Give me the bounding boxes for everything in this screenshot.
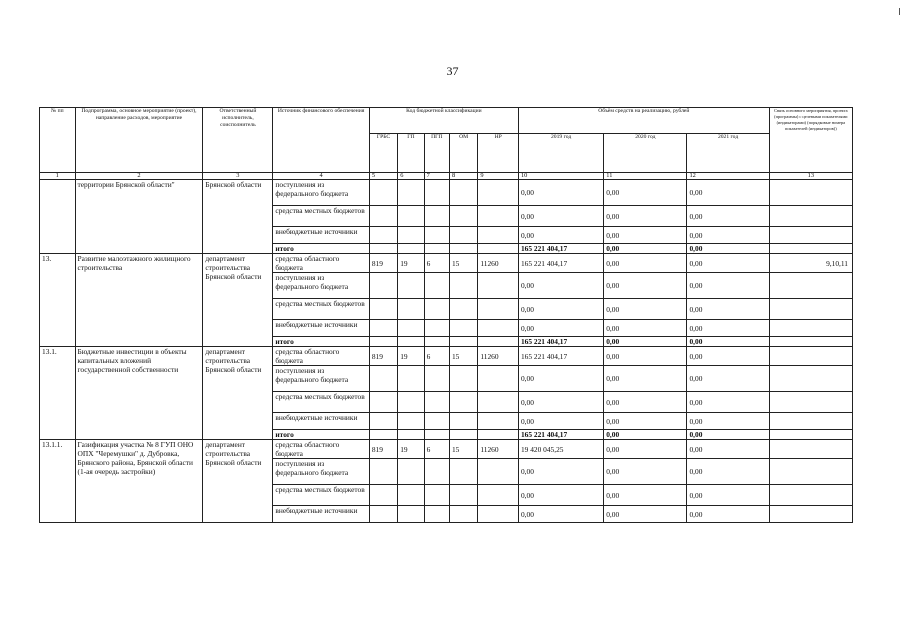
code-cell: 6 bbox=[424, 347, 449, 366]
table-row bbox=[40, 440, 853, 459]
amount-cell: 0,00 bbox=[518, 273, 603, 299]
code-cell: 11260 bbox=[478, 347, 519, 366]
header-year-2020: 2020 год bbox=[604, 134, 687, 173]
budget-table-wrapper bbox=[39, 107, 853, 523]
code-cell bbox=[478, 299, 519, 320]
code-cell bbox=[369, 459, 397, 485]
indicator-link-cell bbox=[769, 366, 852, 392]
amount-cell: 165 221 404,17 bbox=[518, 254, 603, 273]
code-cell bbox=[369, 337, 397, 347]
item-number: 13.1. bbox=[40, 347, 76, 440]
code-cell bbox=[398, 299, 424, 320]
budget-table bbox=[39, 107, 853, 523]
code-cell bbox=[424, 506, 449, 523]
source-total: итого bbox=[273, 244, 369, 254]
header-gp: ГП bbox=[398, 134, 424, 173]
amount-cell: 0,00 bbox=[604, 254, 687, 273]
amount-cell: 0,00 bbox=[687, 440, 769, 459]
header-program: Подпрограмма, основное мероприятие (проект), направление расходов, мероприятие bbox=[75, 108, 203, 173]
code-cell bbox=[449, 227, 477, 244]
indicator-link-cell bbox=[769, 506, 852, 523]
source-total: итого bbox=[273, 430, 369, 440]
indicator-link-cell bbox=[769, 459, 852, 485]
header-executor: Ответственный исполнитель, соисполнитель bbox=[203, 108, 273, 173]
code-cell bbox=[478, 320, 519, 337]
amount-cell: 0,00 bbox=[687, 320, 769, 337]
code-cell bbox=[478, 273, 519, 299]
indicator-link-cell bbox=[769, 206, 852, 227]
amount-cell: 0,00 bbox=[604, 392, 687, 413]
code-cell bbox=[398, 320, 424, 337]
amount-cell: 0,00 bbox=[518, 227, 603, 244]
indicator-link-cell bbox=[769, 273, 852, 299]
code-cell: 819 bbox=[369, 347, 397, 366]
source-local: средства местных бюджетов bbox=[273, 485, 369, 506]
code-cell bbox=[449, 244, 477, 254]
code-cell bbox=[478, 337, 519, 347]
code-cell bbox=[424, 320, 449, 337]
amount-cell: 0,00 bbox=[687, 180, 769, 206]
code-cell bbox=[398, 506, 424, 523]
amount-cell: 0,00 bbox=[687, 485, 769, 506]
amount-cell: 0,00 bbox=[518, 392, 603, 413]
source-federal: поступления из федерального бюджета bbox=[273, 273, 369, 299]
code-cell bbox=[449, 320, 477, 337]
code-cell bbox=[424, 299, 449, 320]
amount-cell: 165 221 404,17 bbox=[518, 430, 603, 440]
amount-cell: 0,00 bbox=[687, 459, 769, 485]
code-cell: 11260 bbox=[478, 440, 519, 459]
column-number: 4 bbox=[273, 173, 369, 180]
code-cell bbox=[449, 273, 477, 299]
amount-cell: 0,00 bbox=[687, 337, 769, 347]
amount-cell: 0,00 bbox=[518, 459, 603, 485]
item-name: Развитие малоэтажного жилищного строительства bbox=[75, 254, 203, 347]
code-cell bbox=[398, 206, 424, 227]
amount-cell: 0,00 bbox=[604, 413, 687, 430]
code-cell bbox=[369, 273, 397, 299]
code-cell bbox=[449, 366, 477, 392]
amount-cell: 0,00 bbox=[604, 485, 687, 506]
amount-cell: 0,00 bbox=[687, 392, 769, 413]
source-total: итого bbox=[273, 337, 369, 347]
amount-cell: 0,00 bbox=[687, 244, 769, 254]
column-number: 2 bbox=[75, 173, 203, 180]
code-cell: 15 bbox=[449, 347, 477, 366]
indicator-link-cell bbox=[769, 440, 852, 459]
code-cell bbox=[369, 320, 397, 337]
code-cell bbox=[424, 180, 449, 206]
code-cell: 6 bbox=[424, 254, 449, 273]
amount-cell: 0,00 bbox=[687, 506, 769, 523]
code-cell bbox=[449, 392, 477, 413]
item-number bbox=[40, 180, 76, 254]
code-cell bbox=[449, 459, 477, 485]
code-cell bbox=[478, 392, 519, 413]
code-cell bbox=[424, 430, 449, 440]
header-num: № пп bbox=[40, 108, 76, 173]
amount-cell: 0,00 bbox=[518, 506, 603, 523]
amount-cell: 0,00 bbox=[604, 337, 687, 347]
source-extra: внебюджетные источники bbox=[273, 227, 369, 244]
amount-cell: 0,00 bbox=[604, 227, 687, 244]
code-cell bbox=[424, 485, 449, 506]
code-cell bbox=[478, 366, 519, 392]
page-edge-mark bbox=[899, 8, 900, 15]
code-cell: 15 bbox=[449, 440, 477, 459]
code-cell bbox=[424, 244, 449, 254]
code-cell bbox=[369, 430, 397, 440]
code-cell bbox=[449, 506, 477, 523]
indicator-link-cell bbox=[769, 337, 852, 347]
item-executor: департамент строительства Брянской области bbox=[203, 254, 273, 347]
code-cell bbox=[478, 485, 519, 506]
column-number: 7 bbox=[424, 173, 449, 180]
amount-cell: 0,00 bbox=[687, 366, 769, 392]
amount-cell: 0,00 bbox=[604, 180, 687, 206]
column-number: 12 bbox=[687, 173, 769, 180]
code-cell bbox=[449, 180, 477, 206]
code-cell bbox=[398, 366, 424, 392]
amount-cell: 0,00 bbox=[604, 299, 687, 320]
column-number: 6 bbox=[398, 173, 424, 180]
code-cell bbox=[369, 180, 397, 206]
code-cell: 15 bbox=[449, 254, 477, 273]
code-cell bbox=[478, 413, 519, 430]
indicator-link-cell bbox=[769, 392, 852, 413]
indicator-link-cell bbox=[769, 413, 852, 430]
code-cell: 11260 bbox=[478, 254, 519, 273]
indicator-link-cell bbox=[769, 180, 852, 206]
indicator-link-cell bbox=[769, 430, 852, 440]
indicator-link-cell bbox=[769, 485, 852, 506]
amount-cell: 0,00 bbox=[687, 413, 769, 430]
code-cell bbox=[398, 337, 424, 347]
amount-cell: 0,00 bbox=[518, 320, 603, 337]
column-number: 13 bbox=[769, 173, 852, 180]
column-number: 10 bbox=[518, 173, 603, 180]
amount-cell: 0,00 bbox=[604, 347, 687, 366]
item-executor: департамент строительства Брянской области bbox=[203, 440, 273, 523]
amount-cell: 0,00 bbox=[604, 244, 687, 254]
code-cell bbox=[369, 413, 397, 430]
code-cell bbox=[369, 485, 397, 506]
header-year-2021: 2021 год bbox=[687, 134, 769, 173]
indicator-link-cell bbox=[769, 299, 852, 320]
code-cell bbox=[369, 299, 397, 320]
column-number: 11 bbox=[604, 173, 687, 180]
source-federal: поступления из федерального бюджета bbox=[273, 459, 369, 485]
header-year-2019: 2019 год bbox=[518, 134, 603, 173]
source-regional: средства областного бюджета bbox=[273, 347, 369, 366]
column-number: 5 bbox=[369, 173, 397, 180]
header-grbs: ГРБС bbox=[369, 134, 397, 173]
amount-cell: 0,00 bbox=[604, 366, 687, 392]
code-cell: 819 bbox=[369, 440, 397, 459]
amount-cell: 0,00 bbox=[518, 366, 603, 392]
source-local: средства местных бюджетов bbox=[273, 392, 369, 413]
code-cell bbox=[398, 180, 424, 206]
indicator-link-cell bbox=[769, 320, 852, 337]
table-row bbox=[40, 180, 853, 206]
source-extra: внебюджетные источники bbox=[273, 506, 369, 523]
source-extra: внебюджетные источники bbox=[273, 320, 369, 337]
source-federal: поступления из федерального бюджета bbox=[273, 180, 369, 206]
code-cell: 19 bbox=[398, 347, 424, 366]
code-cell bbox=[449, 413, 477, 430]
code-cell: 6 bbox=[424, 440, 449, 459]
code-cell bbox=[424, 366, 449, 392]
amount-cell: 165 221 404,17 bbox=[518, 337, 603, 347]
source-federal: поступления из федерального бюджета bbox=[273, 366, 369, 392]
code-cell bbox=[398, 392, 424, 413]
amount-cell: 0,00 bbox=[518, 413, 603, 430]
column-number-row bbox=[40, 173, 853, 180]
code-cell bbox=[449, 430, 477, 440]
column-number: 3 bbox=[203, 173, 273, 180]
indicator-link-cell bbox=[769, 227, 852, 244]
amount-cell: 0,00 bbox=[518, 299, 603, 320]
header-volume: Объём средств на реализацию, рублей bbox=[518, 108, 769, 134]
header-link: Связь основного мероприятия, проекта (программы) с целевыми показателями (индикаторами) (порядковые номера показателей (индикаторов)) bbox=[769, 108, 852, 173]
code-cell bbox=[369, 392, 397, 413]
code-cell bbox=[369, 366, 397, 392]
code-cell bbox=[398, 244, 424, 254]
amount-cell: 0,00 bbox=[518, 485, 603, 506]
header-nr: НР bbox=[478, 134, 519, 173]
amount-cell: 0,00 bbox=[687, 430, 769, 440]
source-regional: средства областного бюджета bbox=[273, 254, 369, 273]
code-cell: 19 bbox=[398, 440, 424, 459]
source-local: средства местных бюджетов bbox=[273, 206, 369, 227]
code-cell bbox=[398, 459, 424, 485]
amount-cell: 0,00 bbox=[604, 273, 687, 299]
item-number: 13.1.1. bbox=[40, 440, 76, 523]
header-pgp: ПГП bbox=[424, 134, 449, 173]
code-cell bbox=[449, 206, 477, 227]
code-cell bbox=[449, 299, 477, 320]
item-name: территории Брянской области" bbox=[75, 180, 203, 254]
amount-cell: 0,00 bbox=[604, 459, 687, 485]
code-cell bbox=[449, 485, 477, 506]
code-cell bbox=[424, 413, 449, 430]
header-row-top bbox=[40, 108, 853, 134]
code-cell bbox=[449, 337, 477, 347]
code-cell bbox=[424, 206, 449, 227]
item-number: 13. bbox=[40, 254, 76, 347]
column-number: 1 bbox=[40, 173, 76, 180]
code-cell bbox=[369, 244, 397, 254]
item-name: Бюджетные инвестиции в объекты капитальных вложений государственной собственности bbox=[75, 347, 203, 440]
code-cell bbox=[398, 273, 424, 299]
code-cell bbox=[369, 506, 397, 523]
page-number: 37 bbox=[446, 64, 459, 78]
code-cell bbox=[478, 227, 519, 244]
table-row bbox=[40, 254, 853, 273]
code-cell bbox=[478, 506, 519, 523]
amount-cell: 165 221 404,17 bbox=[518, 347, 603, 366]
amount-cell: 0,00 bbox=[518, 206, 603, 227]
code-cell bbox=[398, 413, 424, 430]
code-cell bbox=[398, 227, 424, 244]
table-body bbox=[40, 180, 853, 523]
amount-cell: 19 420 045,25 bbox=[518, 440, 603, 459]
column-number: 9 bbox=[478, 173, 519, 180]
code-cell: 819 bbox=[369, 254, 397, 273]
amount-cell: 0,00 bbox=[687, 227, 769, 244]
table-row bbox=[40, 347, 853, 366]
source-local: средства местных бюджетов bbox=[273, 299, 369, 320]
amount-cell: 0,00 bbox=[518, 180, 603, 206]
code-cell bbox=[369, 227, 397, 244]
item-executor: Брянской области bbox=[203, 180, 273, 254]
code-cell bbox=[424, 273, 449, 299]
amount-cell: 0,00 bbox=[687, 299, 769, 320]
amount-cell: 0,00 bbox=[604, 206, 687, 227]
amount-cell: 0,00 bbox=[604, 430, 687, 440]
code-cell bbox=[478, 459, 519, 485]
indicator-link-cell: 9,10,11 bbox=[769, 254, 852, 273]
code-cell bbox=[424, 459, 449, 485]
code-cell bbox=[398, 485, 424, 506]
amount-cell: 165 221 404,17 bbox=[518, 244, 603, 254]
amount-cell: 0,00 bbox=[687, 273, 769, 299]
code-cell: 19 bbox=[398, 254, 424, 273]
code-cell bbox=[478, 206, 519, 227]
code-cell bbox=[369, 206, 397, 227]
amount-cell: 0,00 bbox=[687, 347, 769, 366]
indicator-link-cell bbox=[769, 244, 852, 254]
code-cell bbox=[424, 337, 449, 347]
amount-cell: 0,00 bbox=[604, 506, 687, 523]
amount-cell: 0,00 bbox=[687, 206, 769, 227]
code-cell bbox=[478, 244, 519, 254]
column-number: 8 bbox=[449, 173, 477, 180]
header-om: ОМ bbox=[449, 134, 477, 173]
code-cell bbox=[424, 392, 449, 413]
indicator-link-cell bbox=[769, 347, 852, 366]
header-kbk: Код бюджетной классификации bbox=[369, 108, 518, 134]
source-regional: средства областного бюджета bbox=[273, 440, 369, 459]
code-cell bbox=[398, 430, 424, 440]
code-cell bbox=[424, 227, 449, 244]
item-executor: департамент строительства Брянской области bbox=[203, 347, 273, 440]
code-cell bbox=[478, 180, 519, 206]
amount-cell: 0,00 bbox=[687, 254, 769, 273]
amount-cell: 0,00 bbox=[604, 440, 687, 459]
amount-cell: 0,00 bbox=[604, 320, 687, 337]
source-extra: внебюджетные источники bbox=[273, 413, 369, 430]
code-cell bbox=[478, 430, 519, 440]
item-name: Газификация участка № 8 ГУП ОНО ОПХ "Черемушки" д. Дубровка, Брянского района, Брянской области (1-ая очередь застройки) bbox=[75, 440, 203, 523]
header-source: Источник финансового обеспечения bbox=[273, 108, 369, 173]
